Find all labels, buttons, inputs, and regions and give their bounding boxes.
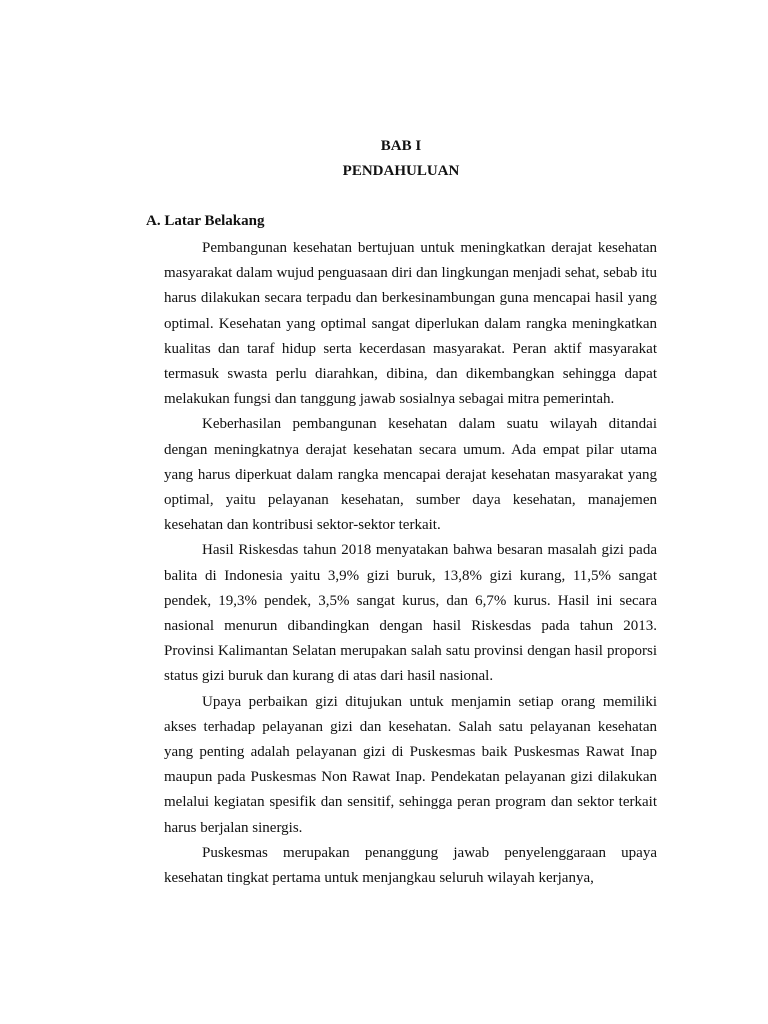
paragraph-3: Hasil Riskesdas tahun 2018 menyatakan bahwa besaran masalah gizi pada balita di Indonesia yaitu 3,9% gizi buruk, 13,8% gizi kurang, 11,5% sangat pendek, 19,3% pendek, 3,5% sangat kurus, dan 6,7% kurus. Hasil ini secara nasional menurun dibandingkan dengan hasil Riskesdas pada tahun 2013. Provinsi Kalimantan Selatan merupakan salah satu provinsi dengan hasil proporsi status gizi buruk dan kurang di atas dari hasil nasional. bbox=[164, 542, 657, 685]
chapter-number: BAB I bbox=[380, 138, 422, 154]
body-text bbox=[164, 236, 657, 891]
paragraph-5: Puskesmas merupakan penanggung jawab penyelenggaraan upaya kesehatan tingkat pertama untuk menjangkau seluruh wilayah kerjanya, bbox=[164, 844, 657, 887]
chapter-title: PENDAHULUAN bbox=[342, 163, 460, 179]
paragraph-4: Upaya perbaikan gizi ditujukan untuk menjamin setiap orang memiliki akses terhadap pelayanan gizi dan kesehatan. Salah satu pelayanan kesehatan yang penting adalah pelayanan gizi di Puskesmas baik Puskesmas Rawat Inap maupun pada Puskesmas Non Rawat Inap. Pendekatan pelayanan gizi dilakukan melalui kegiatan spesifik dan sensitif, sehingga peran program dan sektor terkait harus berjalan sinergis. bbox=[164, 693, 657, 836]
section-heading: A. Latar Belakang bbox=[146, 213, 265, 229]
paragraph-1: Pembangunan kesehatan bertujuan untuk meningkatkan derajat kesehatan masyarakat dalam wujud penguasaan diri dan lingkungan menjadi sehat, sebab itu harus dilakukan secara terpadu dan berkesinambungan guna mencapai hasil yang optimal. Kesehatan yang optimal sangat diperlukan dalam rangka meningkatkan kualitas dan taraf hidup serta kecerdasan masyarakat. Peran aktif masyarakat termasuk swasta perlu diarahkan, dibina, dan dikembangkan sehingga dapat melakukan fungsi dan tanggung jawab sosialnya sebagai mitra pemerintah. bbox=[164, 240, 657, 408]
paragraph-2: Keberhasilan pembangunan kesehatan dalam suatu wilayah ditandai dengan meningkatnya derajat kesehatan secara umum. Ada empat pilar utama yang harus diperkuat dalam rangka mencapai derajat kesehatan masyarakat yang optimal, yaitu pelayanan kesehatan, sumber daya kesehatan, manajemen kesehatan dan kontribusi sektor-sektor terkait. bbox=[164, 416, 657, 534]
